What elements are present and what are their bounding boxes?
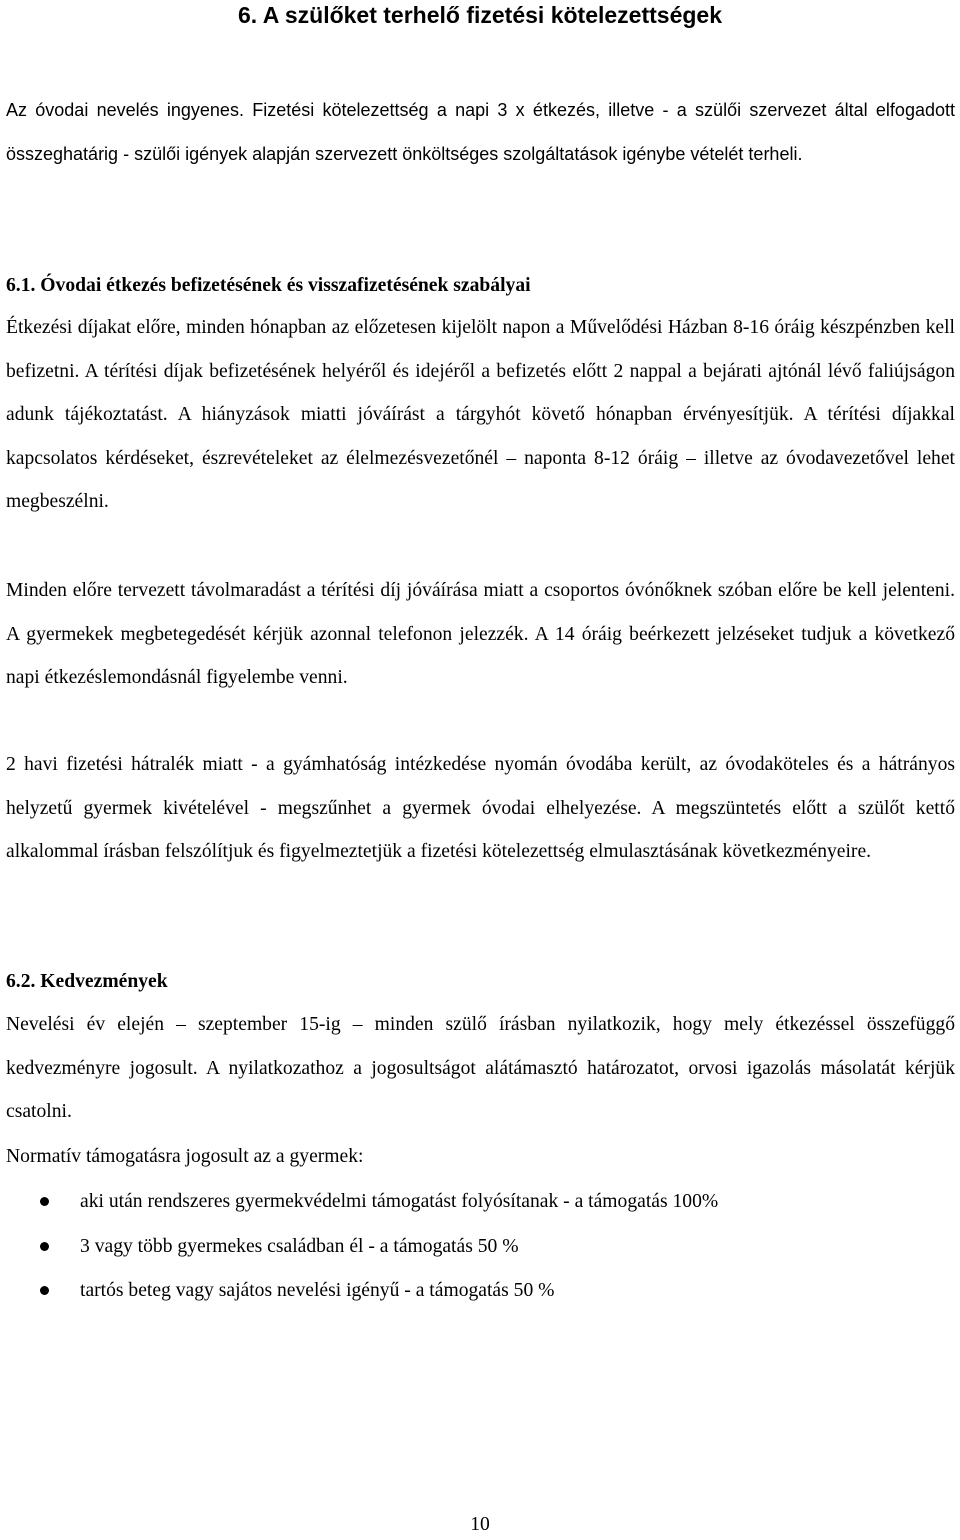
section-6-1-paragraph: Minden előre tervezett távolmaradást a térítési díj jóváírása miatt a csoportos óvónőknek szóban előre be kell jelenteni. A gyermekek megbetegedését kérjük azonnal telefonon jelezzék. A 14 óráig beérkezett jelzéseket tudjuk a következő napi étkezéslemondásnál figyelembe venni. bbox=[6, 580, 955, 689]
bullet-icon bbox=[40, 1286, 49, 1295]
section-heading-6-2: 6.2. Kedvezmények bbox=[6, 971, 168, 992]
section-6-2-paragraph: Normatív támogatásra jogosult az a gyermek: bbox=[6, 1146, 364, 1167]
list-item bbox=[0, 1180, 960, 1225]
list-item-text: tartós beteg vagy sajátos nevelési igényű - a támogatás 50 % bbox=[80, 1280, 555, 1301]
list-item-text: 3 vagy több gyermekes családban él - a támogatás 50 % bbox=[80, 1235, 519, 1257]
bullet-icon bbox=[40, 1197, 49, 1206]
section-heading-6-1: 6.1. Óvodai étkezés befizetésének és visszafizetésének szabályai bbox=[6, 275, 531, 296]
eligibility-list bbox=[0, 1180, 960, 1314]
list-item bbox=[0, 1269, 960, 1314]
bullet-icon bbox=[40, 1242, 49, 1251]
intro-paragraph: Az óvodai nevelés ingyenes. Fizetési kötelezettség a napi 3 x étkezés, illetve - a szülői szervezet által elfogadott összeghatárig - szülői igények alapján szervezett önköltséges szolgáltatások igénybe vételét terheli. bbox=[6, 100, 955, 164]
section-6-1-paragraph: 2 havi fizetési hátralék miatt - a gyámhatóság intézkedése nyomán óvodába került, az óvodaköteles és a hátrányos helyzetű gyermek kivételével - megszűnhet a gyermek óvodai elhelyezése. A megszüntetés előtt a szülőt kettő alkalommal írásban felszólítjuk és figyelmeztetjük a fizetési kötelezettség elmulasztásának következményeire. bbox=[6, 754, 955, 863]
page-number: 10 bbox=[470, 1514, 490, 1535]
list-item bbox=[0, 1225, 960, 1270]
list-item-text: aki után rendszeres gyermekvédelmi támogatást folyósítanak - a támogatás 100% bbox=[80, 1191, 719, 1212]
page-title: 6. A szülőket terhelő fizetési kötelezettségek bbox=[237, 2, 722, 28]
section-6-1-paragraph: Étkezési díjakat előre, minden hónapban az előzetesen kijelölt napon a Művelődési Házban 8-16 óráig készpénzben kell befizetni. A térítési díjak befizetésének helyéről és idejéről a befizetés előtt 2 nappal a bejárati ajtónál lévő faliújságon adunk tájékoztatást. A hiányzások miatti jóváírást a tárgyhót követő hónapban érvényesítjük. A térítési díjakkal kapcsolatos kérdéseket, észrevételeket az élelmezésvezetőnél – naponta 8-12 óráig – illetve az óvodavezetővel lehet megbeszélni. bbox=[6, 317, 955, 513]
section-6-2-paragraph: Nevelési év elején – szeptember 15-ig – minden szülő írásban nyilatkozik, hogy mely étkezéssel összefüggő kedvezményre jogosult. A nyilatkozathoz a jogosultságot alátámasztó határozatot, orvosi igazolás másolatát kérjük csatolni. bbox=[6, 1014, 955, 1123]
